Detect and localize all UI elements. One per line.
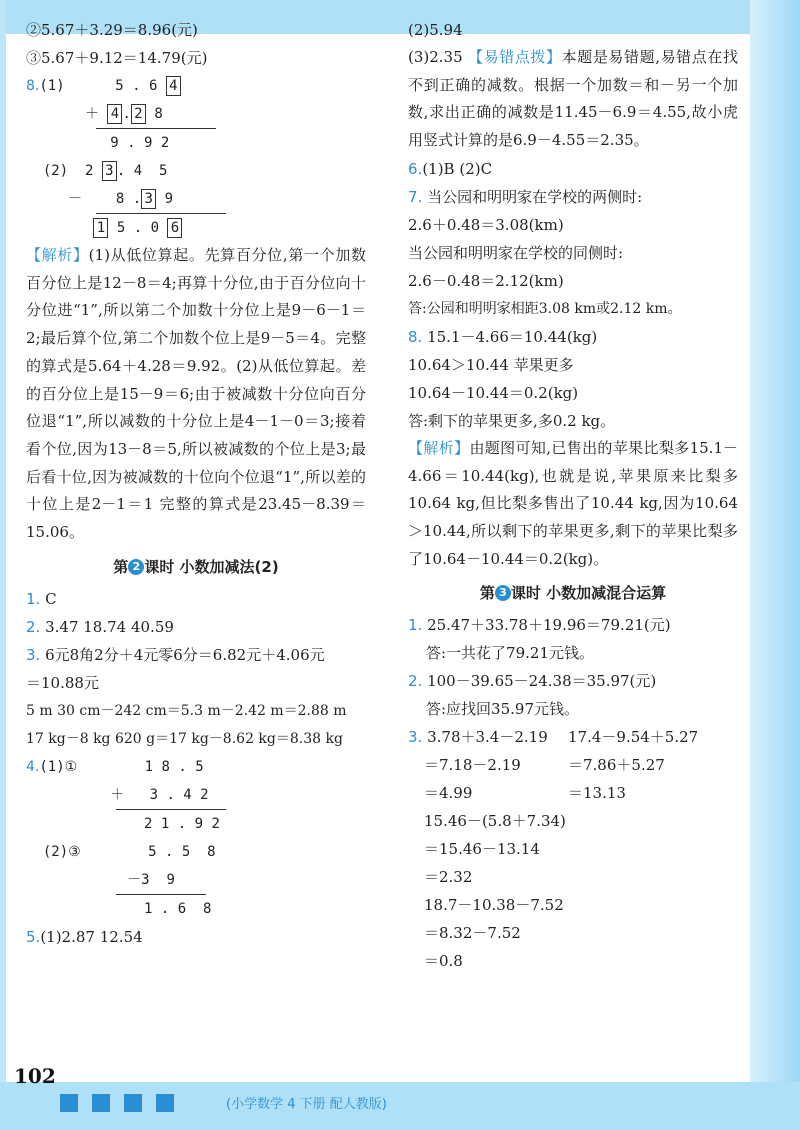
question-number: 5. xyxy=(26,927,41,946)
tip-paragraph xyxy=(408,44,738,155)
calc-block xyxy=(408,723,568,807)
answer-text: C xyxy=(45,589,57,608)
lesson-heading xyxy=(408,579,738,607)
calc-step: 3.78＋3.4－2.19 xyxy=(427,728,548,747)
calc-step: ＝7.86＋5.27 xyxy=(568,756,665,775)
vertical-calculation-1 xyxy=(26,72,366,157)
calc-line xyxy=(408,723,568,751)
heading-prefix: 第 xyxy=(479,584,495,603)
page-number: 102 xyxy=(14,1064,56,1088)
answer-line: 2.6＋0.48＝3.08(km) xyxy=(408,215,564,234)
question-number: 6. xyxy=(408,159,423,178)
calc-digits: ＋ 3 . 4 2 xyxy=(110,786,209,803)
tip-text: 本题是易错题,易错点在找不到正确的减数。根据一个加数＝和－另一个加数,求出正确的减数是11.45－6.9＝4.55,故小虎用竖式计算的是6.9－4.55＝2.35。 xyxy=(408,48,738,150)
part-label: (1) xyxy=(39,78,65,94)
answer-line: 答:公园和明明家相距3.08 km或2.12 km。 xyxy=(408,300,682,317)
answer-line xyxy=(408,323,738,351)
operator: － xyxy=(68,191,83,207)
answer-text: (3)2.35 xyxy=(408,48,469,66)
answer-line: ②5.67＋3.29＝8.96(元) xyxy=(26,21,198,39)
analysis-paragraph xyxy=(408,435,738,574)
calc-step: 18.7－10.38－7.52 xyxy=(424,896,564,915)
decimal-point: . xyxy=(122,106,131,122)
answer-line: 2.6－0.48＝2.12(km) xyxy=(408,271,564,290)
answer-text: 100－39.65－24.38＝35.97(元) xyxy=(427,672,657,691)
calc-step: ＝7.18－2.19 xyxy=(424,756,521,775)
calc-step: ＝4.99 xyxy=(424,784,473,803)
answer-box: 1 xyxy=(93,218,108,238)
part-label: (2)③ xyxy=(42,843,81,860)
calc-digits: 5 . 6 xyxy=(115,78,166,94)
answer-box: 6 xyxy=(167,218,182,238)
calc-block xyxy=(408,807,738,975)
answer-text: 6元8角2分＋4元零6分＝6.82元＋4.06元 xyxy=(45,645,325,664)
analysis-tag: 【解析】 xyxy=(26,246,89,264)
part-label: (1)① xyxy=(39,758,78,775)
heading-title: 课时 小数加减混合运算 xyxy=(510,584,667,603)
book-brand: (小学数学 4 下册 配人教版) xyxy=(226,1097,387,1112)
question-number: 7. xyxy=(408,187,423,206)
question-number: 8. xyxy=(26,78,40,94)
part-label: (2) xyxy=(42,163,69,179)
analysis-text: (1)从低位算起。先算百分位,第一个加数百分位上是12－8＝4;再算十分位,由于百分位向十分位进“1”,所以第二个加数十分位上是9－6－1＝2;最后算个位,第二个加数个位上是9－5＝4。完整的算式是5.64＋4.28＝9.92。(2)从低位算起。差的百分位上是15－9＝6;由于被减数十分位向百分位退“1”,所以减数的十分位上是4－1－0＝3;接着看个位,因为13－8＝5,所以被减数的个位上是3;最后看十位,因为被减数的十位向个位退“1”,所以差的十位上是2－1＝1 完整的算式是23.45－8.39＝15.06。 xyxy=(26,246,366,542)
lesson-heading xyxy=(26,553,366,581)
calc-result: 2 1 . 9 2 xyxy=(127,815,220,832)
calc-digits: 1 8 . 5 xyxy=(127,758,204,775)
answer-line: 答:剩下的苹果更多,多0.2 kg。 xyxy=(408,411,616,430)
answer-line: 5 m 30 cm－242 cm＝5.3 m－2.42 m＝2.88 m xyxy=(26,702,347,719)
lesson-number-badge: 3 xyxy=(495,585,511,601)
question-number: 4. xyxy=(26,758,40,775)
question-number: 1. xyxy=(408,616,423,635)
answer-line xyxy=(408,183,738,211)
calc-step: 17.4－9.54＋5.27 xyxy=(568,728,699,747)
analysis-tag: 【解析】 xyxy=(408,438,470,457)
calc-step: ＝2.32 xyxy=(424,868,473,887)
calc-digits: 8 xyxy=(145,106,163,122)
left-column xyxy=(26,21,366,951)
calc-digits: 5 . 5 8 xyxy=(131,843,216,860)
answer-line xyxy=(408,667,738,695)
answer-line: ③5.67＋9.12＝14.79(元) xyxy=(26,49,208,67)
answer-box: 3 xyxy=(141,189,156,209)
right-column xyxy=(408,21,738,975)
answer-line xyxy=(26,613,366,641)
answer-text: 25.47＋33.78＋19.96＝79.21(元) xyxy=(427,616,671,635)
answer-box: 2 xyxy=(131,104,146,124)
answer-line: 答:一共花了79.21元钱。 xyxy=(426,644,594,663)
calc-step: ＝0.8 xyxy=(424,952,463,971)
question-number: 2. xyxy=(26,617,41,636)
answer-line: 答:应找回35.97元钱。 xyxy=(426,700,579,719)
calc-step: ＝8.32－7.52 xyxy=(424,924,521,943)
right-frame xyxy=(750,0,800,1130)
answer-text: 3.47 18.74 40.59 xyxy=(45,617,174,636)
answer-line: (2)5.94 xyxy=(408,21,463,39)
answer-line: 10.64－10.44＝0.2(kg) xyxy=(408,383,579,402)
answer-text: (1)B (2)C xyxy=(422,159,493,178)
calc-digits: 9 xyxy=(156,191,174,207)
answer-box: 3 xyxy=(102,161,117,181)
calc-step: 15.46－(5.8＋7.34) xyxy=(424,812,566,831)
calc-digits: －3 9 xyxy=(127,871,175,888)
calc-digits: 8 . xyxy=(115,191,142,207)
question-number: 3. xyxy=(26,645,41,664)
question-number: 3. xyxy=(408,728,423,747)
answer-line: 17 kg－8 kg 620 g＝17 kg－8.62 kg＝8.38 kg xyxy=(26,730,343,747)
calc-step: ＝13.13 xyxy=(568,784,626,803)
answer-box: 4 xyxy=(107,104,122,124)
answer-line xyxy=(26,641,366,669)
calc-result: 1 . 6 8 xyxy=(127,900,212,917)
lesson-number-badge: 2 xyxy=(128,559,144,575)
heading-title: 课时 小数加减法(2) xyxy=(144,557,279,576)
analysis-paragraph xyxy=(26,242,366,547)
calc-digits: . 4 5 xyxy=(116,163,168,179)
answer-box: 4 xyxy=(166,76,181,96)
calc-result: 9 . 9 2 xyxy=(110,135,170,151)
calc-block xyxy=(568,723,698,807)
answer-line xyxy=(26,585,366,613)
calc-digits: 5 . 0 xyxy=(108,220,168,236)
answer-text: 15.1－4.66＝10.44(kg) xyxy=(427,327,598,346)
vertical-calculation-3 xyxy=(26,753,366,923)
tip-tag: 【易错点拨】 xyxy=(468,48,562,66)
calc-digits: 2 xyxy=(85,163,102,179)
answer-line xyxy=(26,923,366,951)
calc-step: ＝15.46－13.14 xyxy=(424,840,540,859)
answer-text: 当公园和明明家在学校的两侧时: xyxy=(427,187,643,206)
question-number: 2. xyxy=(408,672,423,691)
question-number: 8. xyxy=(408,327,423,346)
footer-decoration xyxy=(60,1094,188,1116)
answer-line xyxy=(408,611,738,639)
answer-line: 当公园和明明家在学校的同侧时: xyxy=(408,243,624,262)
answer-line xyxy=(408,155,738,183)
answer-text: (1)2.87 12.54 xyxy=(40,927,143,946)
question-number: 1. xyxy=(26,589,41,608)
answer-line: ＝10.88元 xyxy=(26,673,99,692)
analysis-text: 由题图可知,已售出的苹果比梨多15.1－4.66＝10.44(kg),也就是说,苹果原来比梨多10.64 kg,但比梨多售出了10.44 kg,因为10.64＞10.44,所以剩下的苹果更多,剩下的苹果比梨多了10.64－10.44＝0.2(kg)。 xyxy=(408,438,738,568)
heading-prefix: 第 xyxy=(113,557,129,576)
answer-line: 10.64＞10.44 苹果更多 xyxy=(408,355,574,374)
calc-row xyxy=(408,723,738,807)
operator: ＋ xyxy=(85,106,100,122)
vertical-calculation-2 xyxy=(26,157,366,242)
